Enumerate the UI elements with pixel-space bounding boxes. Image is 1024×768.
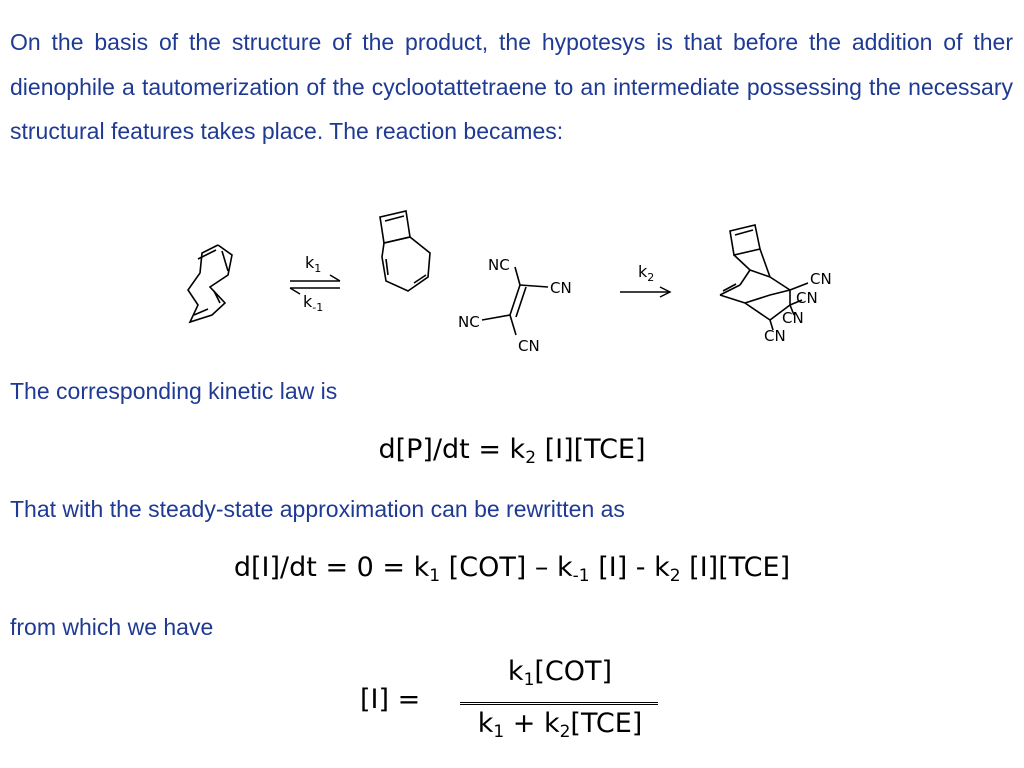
- k2-label: $k_2$: [638, 262, 655, 284]
- from-which-label: from which we have: [10, 614, 214, 640]
- tce-cn-right: CN: [550, 279, 572, 297]
- tetracyanoethylene-structure: [482, 267, 548, 335]
- rate-equation: $d[P]/dt = k_2$ [I][TCE]: [378, 434, 646, 468]
- fraction-numerator: $k_1[COT]$: [507, 656, 613, 690]
- bicyclooctatriene-structure: [380, 211, 430, 291]
- forward-arrow: [620, 287, 670, 297]
- cyclooctatetraene-structure: [188, 245, 232, 322]
- tce-nc-left: NC: [458, 313, 480, 331]
- k-minus-1-label: $k_{-1}$: [303, 292, 324, 314]
- product-cn-4: CN: [764, 327, 786, 345]
- tce-cn-bottom: CN: [518, 337, 540, 355]
- equilibrium-arrows: [290, 275, 340, 294]
- fraction-denominator: $k_1 + k_2[TCE]$: [477, 708, 643, 742]
- intro-paragraph: On the basis of the structure of the product, the hypotesys is that before the addition of ther dienophile a tautomerization of the cyclootattetraene to an intermediate possessing the necessary structural features takes place. The reaction becames:: [10, 29, 1013, 144]
- fraction-bar: [460, 702, 658, 705]
- reaction-scheme: [170, 195, 850, 370]
- tce-nc-top: NC: [488, 256, 510, 274]
- fraction-lhs: [I] =: [360, 684, 421, 715]
- steady-state-equation: $d[I]/dt = 0 = k_1$ $[COT] - k_{-1}$ $[I] - k_2$ [I][TCE]: [233, 552, 791, 586]
- product-cn-1: CN: [810, 270, 832, 288]
- product-cn-2: CN: [796, 289, 818, 307]
- intermediate-concentration-equation: [360, 650, 680, 760]
- product-cn-3: CN: [782, 309, 804, 327]
- steady-state-label: That with the steady-state approximation can be rewritten as: [10, 496, 625, 522]
- k1-label: $k_1$: [305, 253, 322, 275]
- kinetic-law-label: The corresponding kinetic law is: [10, 378, 338, 404]
